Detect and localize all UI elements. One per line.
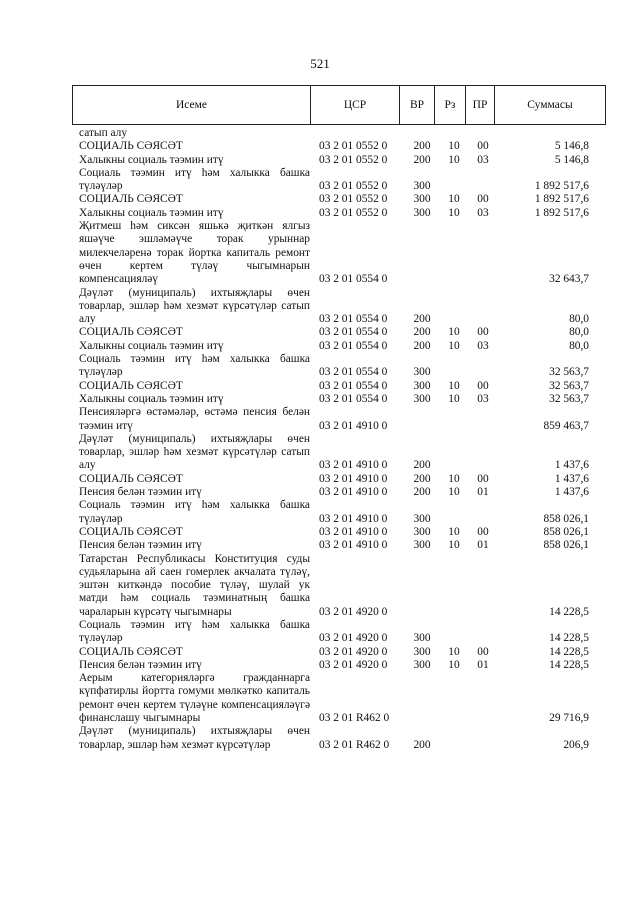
row-name: СОЦИАЛЬ СӘЯСӘТ	[79, 379, 183, 392]
row-vr: 200	[413, 313, 431, 326]
column-header-vr: ВР	[400, 86, 435, 124]
row-sum: 32 563,7	[549, 379, 589, 392]
row-sum: 14 228,5	[549, 605, 589, 618]
row-name: Дәүләт (муниципаль) ихтыяҗлары өчен товарлар, эшләр һәм хезмәт күрсәтүләр	[79, 725, 310, 751]
row-vr: 300	[413, 193, 431, 206]
row-rz: 10	[448, 486, 460, 499]
row-sum: 858 026,1	[543, 512, 589, 525]
row-rz: 10	[448, 658, 460, 671]
table-row	[79, 380, 589, 393]
row-csr: 03 2 01 0552 0	[319, 193, 388, 206]
row-name: СОЦИАЛЬ СӘЯСӘТ	[79, 525, 183, 538]
table-row	[79, 393, 589, 406]
table-row	[79, 725, 589, 752]
row-name: СОЦИАЛЬ СӘЯСӘТ	[79, 472, 183, 485]
table-row	[79, 287, 589, 327]
table-row	[79, 526, 589, 539]
row-vr: 300	[413, 512, 431, 525]
row-name: Халыкны социаль тәэмин итү	[79, 153, 224, 166]
row-vr: 300	[413, 379, 431, 392]
table-row	[79, 193, 589, 206]
row-csr: 03 2 01 4910 0	[319, 539, 388, 552]
column-header-rz: Рз	[435, 86, 466, 124]
row-sum: 32 563,7	[549, 366, 589, 379]
column-header-csr: ЦСР	[311, 86, 400, 124]
table-row	[79, 499, 589, 526]
row-name: Пенсия белән тәэмин итү	[79, 486, 202, 499]
row-rz: 10	[448, 539, 460, 552]
row-name: Дәүләт (муниципаль) ихтыяҗлары өчен товарлар, эшләр һәм хезмәт күрсәтүләр сатып алу	[79, 432, 310, 472]
table-row	[79, 167, 589, 194]
row-sum: 5 146,8	[554, 153, 589, 166]
row-sum: 14 228,5	[549, 645, 589, 658]
column-header-sum: Суммасы	[527, 99, 573, 111]
row-vr: 200	[413, 326, 431, 339]
table-row	[79, 154, 589, 167]
row-vr: 200	[413, 140, 431, 153]
row-csr: 03 2 01 0554 0	[319, 392, 388, 405]
row-name: Халыкны социаль тәэмин итү	[79, 392, 224, 405]
row-pr: 03	[477, 392, 489, 405]
row-vr: 300	[413, 658, 431, 671]
row-vr: 300	[413, 632, 431, 645]
row-name: Пенсия белән тәэмин итү	[79, 539, 202, 552]
row-vr: 300	[413, 539, 431, 552]
row-name: Пенсияләргә өстәмәләр, өстәмә пенсия белән тәэмин итү	[79, 406, 310, 432]
table-row	[79, 672, 589, 725]
row-vr: 200	[413, 153, 431, 166]
table-row	[79, 619, 589, 646]
table-row	[79, 553, 589, 619]
row-rz: 10	[448, 193, 460, 206]
row-sum: 5 146,8	[554, 140, 589, 153]
row-vr: 200	[413, 459, 431, 472]
row-vr: 200	[413, 472, 431, 485]
row-rz: 10	[448, 153, 460, 166]
row-csr: 03 2 01 R462 0	[319, 712, 390, 725]
row-sum: 1 892 517,6	[534, 180, 589, 193]
row-pr: 00	[477, 645, 489, 658]
row-vr: 300	[413, 206, 431, 219]
row-vr: 300	[413, 525, 431, 538]
table-body	[79, 127, 589, 752]
row-name: Социаль тәэмин итү һәм халыкка башка түләүләр	[79, 166, 310, 193]
table-row	[79, 539, 589, 552]
row-name: СОЦИАЛЬ СӘЯСӘТ	[79, 140, 183, 153]
row-csr: 03 2 01 R462 0	[319, 738, 390, 751]
row-csr: 03 2 01 0552 0	[319, 140, 388, 153]
table-row	[79, 340, 589, 353]
row-name: СОЦИАЛЬ СӘЯСӘТ	[79, 193, 183, 206]
row-sum: 858 026,1	[543, 539, 589, 552]
table-row	[79, 659, 589, 672]
row-csr: 03 2 01 0554 0	[319, 273, 388, 286]
table-row	[79, 486, 589, 499]
column-header-pr: ПР	[466, 86, 495, 124]
row-vr: 200	[413, 339, 431, 352]
row-sum: 80,0	[569, 339, 589, 352]
row-pr: 03	[477, 339, 489, 352]
row-sum: 859 463,7	[543, 419, 589, 432]
page-number: 521	[310, 56, 330, 71]
table-row	[79, 207, 589, 220]
row-name: СОЦИАЛЬ СӘЯСӘТ	[79, 645, 183, 658]
row-csr: 03 2 01 4910 0	[319, 512, 388, 525]
row-rz: 10	[448, 326, 460, 339]
row-sum: 1 892 517,6	[534, 193, 589, 206]
row-name: Социаль тәэмин итү һәм халыкка башка түләүләр	[79, 618, 310, 645]
table-row	[79, 353, 589, 380]
row-sum: 1 892 517,6	[534, 206, 589, 219]
row-rz: 10	[448, 140, 460, 153]
row-pr: 00	[477, 472, 489, 485]
row-vr: 300	[413, 180, 431, 193]
row-name: Пенсия белән тәэмин итү	[79, 658, 202, 671]
row-name: Халыкны социаль тәэмин итү	[79, 339, 224, 352]
row-sum: 14 228,5	[549, 632, 589, 645]
row-sum: 32 563,7	[549, 392, 589, 405]
row-pr: 00	[477, 379, 489, 392]
table-row	[79, 473, 589, 486]
row-sum: 14 228,5	[549, 658, 589, 671]
row-csr: 03 2 01 0552 0	[319, 206, 388, 219]
row-vr: 300	[413, 392, 431, 405]
row-pr: 01	[477, 539, 489, 552]
table-row	[79, 127, 589, 140]
row-name: Аерым категорияләргә гражданнарга күпфатирлы йортта гомуми мөлкәтко капиталь ремонт өчен кертем түләүне компенсацияләүгә финанслашу чыгымнары	[79, 672, 310, 725]
row-sum: 29 716,9	[549, 712, 589, 725]
table-header	[72, 85, 606, 125]
row-pr: 00	[477, 525, 489, 538]
row-vr: 300	[413, 645, 431, 658]
row-csr: 03 2 01 4910 0	[319, 419, 388, 432]
table-row	[79, 646, 589, 659]
row-sum: 80,0	[569, 326, 589, 339]
row-pr: 00	[477, 326, 489, 339]
row-csr: 03 2 01 4920 0	[319, 658, 388, 671]
row-name: СОЦИАЛЬ СӘЯСӘТ	[79, 326, 183, 339]
row-csr: 03 2 01 4910 0	[319, 486, 388, 499]
row-rz: 10	[448, 392, 460, 405]
table-row	[79, 433, 589, 473]
row-name: Социаль тәэмин итү һәм халыкка башка түләүләр	[79, 499, 310, 525]
row-name: Социаль тәэмин итү һәм халыкка башка түләүләр	[79, 353, 310, 379]
row-vr: 300	[413, 366, 431, 379]
row-rz: 10	[448, 379, 460, 392]
row-name: Җитмеш һәм сиксән яшькә җиткән ялгыз яшәүче эшләмәүче торак урыннар милекчеләренә торак йортка капиталь ремонт өчен кертем түләү чыгымнарын компенсацияләү	[79, 220, 310, 286]
row-rz: 10	[448, 525, 460, 538]
row-vr: 200	[413, 486, 431, 499]
table-row	[79, 406, 589, 433]
row-name: Дәүләт (муниципаль) ихтыяҗлары өчен товарлар, эшләр һәм хезмәт күрсәтүләр сатып алу	[79, 286, 310, 326]
row-pr: 00	[477, 193, 489, 206]
row-csr: 03 2 01 4910 0	[319, 459, 388, 472]
row-csr: 03 2 01 4920 0	[319, 605, 388, 618]
row-rz: 10	[448, 206, 460, 219]
row-pr: 03	[477, 206, 489, 219]
row-csr: 03 2 01 4920 0	[319, 632, 388, 645]
row-pr: 01	[477, 486, 489, 499]
row-name: Татарстан Республикасы Конституция суды судьяларына ай саен гомерлек акчалата түләү, эштән киткәндә пособие түләү, шулай ук матди һәм социаль тәэминатның башка чараларын күрсәтү чыгымнары	[79, 552, 310, 618]
row-csr: 03 2 01 0554 0	[319, 366, 388, 379]
row-name: Халыкны социаль тәэмин итү	[79, 206, 224, 219]
row-sum: 206,9	[563, 738, 589, 751]
table-row	[79, 220, 589, 286]
row-pr: 01	[477, 658, 489, 671]
row-pr: 03	[477, 153, 489, 166]
column-header-name: Исеме	[73, 86, 311, 124]
row-sum: 32 643,7	[549, 273, 589, 286]
row-vr: 200	[413, 738, 431, 751]
row-sum: 1 437,6	[554, 472, 589, 485]
row-sum: 80,0	[569, 313, 589, 326]
row-rz: 10	[448, 645, 460, 658]
row-csr: 03 2 01 0554 0	[319, 339, 388, 352]
row-pr: 00	[477, 140, 489, 153]
row-csr: 03 2 01 0552 0	[319, 153, 388, 166]
row-name: сатып алу	[79, 127, 128, 139]
row-sum: 1 437,6	[554, 486, 589, 499]
row-sum: 858 026,1	[543, 525, 589, 538]
row-rz: 10	[448, 339, 460, 352]
row-rz: 10	[448, 472, 460, 485]
row-csr: 03 2 01 0554 0	[319, 326, 388, 339]
row-sum: 1 437,6	[554, 459, 589, 472]
table-row	[79, 140, 589, 153]
row-csr: 03 2 01 4910 0	[319, 472, 388, 485]
row-csr: 03 2 01 4910 0	[319, 525, 388, 538]
table-row	[79, 326, 589, 339]
row-csr: 03 2 01 0552 0	[319, 180, 388, 193]
row-csr: 03 2 01 4920 0	[319, 645, 388, 658]
row-csr: 03 2 01 0554 0	[319, 313, 388, 326]
row-csr: 03 2 01 0554 0	[319, 379, 388, 392]
